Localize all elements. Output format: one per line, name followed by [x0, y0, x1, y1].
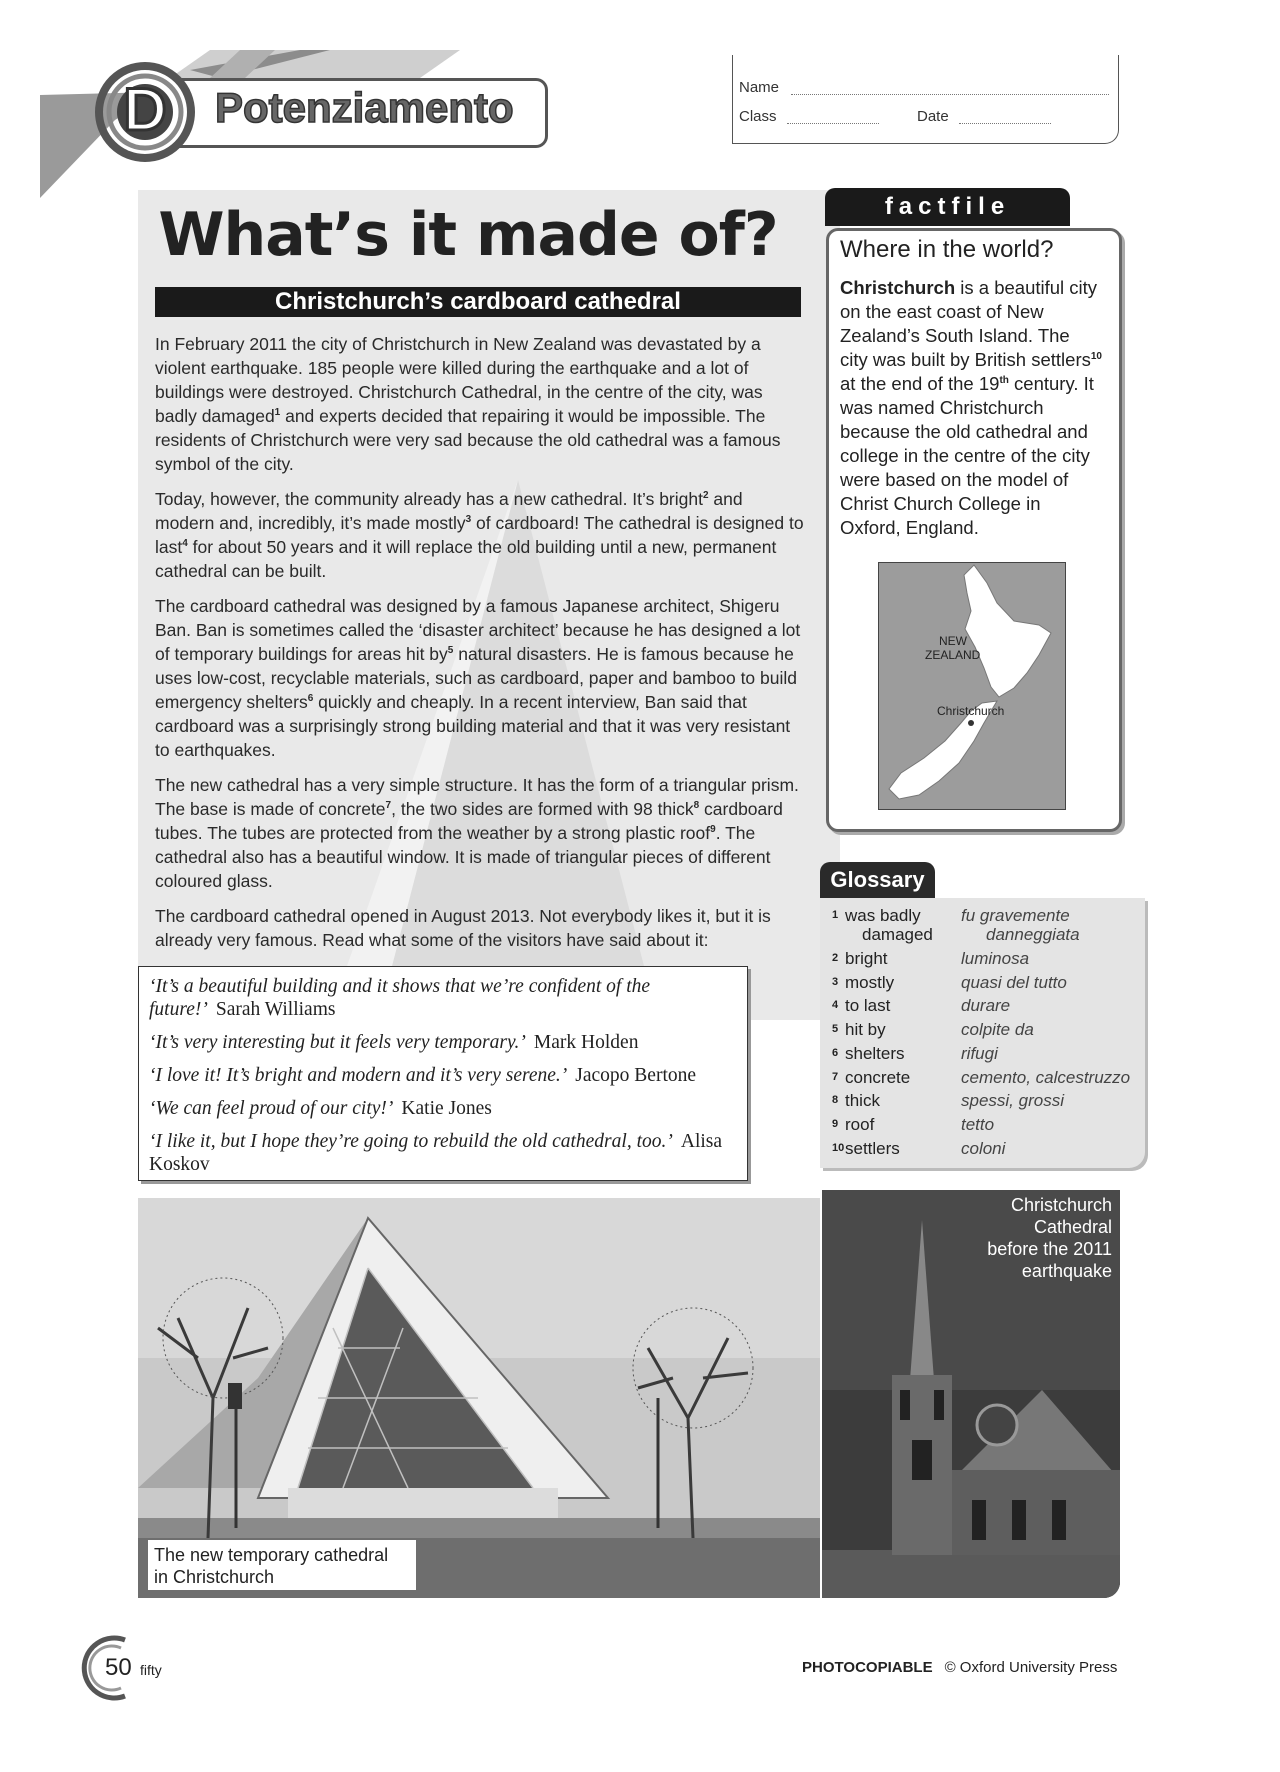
glossary-term: bright [845, 949, 888, 968]
footnote-ref: 3 [465, 514, 472, 526]
factfile-lead: Christchurch [840, 277, 956, 298]
glossary-translation: danneggiata [986, 925, 1080, 944]
glossary-translation: spessi, grossi [961, 1091, 1064, 1111]
date-label: Date [917, 108, 949, 125]
factfile-text [840, 276, 1102, 540]
glossary-tab: Glossary [820, 862, 935, 898]
section-letter: D [123, 76, 167, 143]
paragraph-text: The new cathedral has a very simple structure. It has the form of a triangular prism. The base is made of concrete [155, 775, 799, 819]
footnote-ref: 7 [385, 800, 392, 812]
glossary-term: to last [845, 996, 891, 1016]
footnote-ref: 10 [1090, 350, 1102, 362]
glossary-term: roof [845, 1114, 875, 1134]
footnote-ref: 5 [447, 645, 454, 657]
visitor-quote [149, 1064, 737, 1087]
caption-new-cathedral [148, 1540, 416, 1590]
class-label: Class [739, 108, 777, 125]
paragraph-text: Today, however, the community already has a new cathedral. It’s bright [155, 489, 703, 509]
glossary-term: mostly [845, 972, 895, 992]
new-zealand-map [878, 562, 1066, 810]
caption-old-cathedral [930, 1194, 1112, 1282]
paragraph-text: , the two sides are formed with 98 thick [391, 799, 694, 819]
article-paragraph [155, 487, 805, 583]
footnote-ref: 4 [182, 538, 188, 550]
glossary-number: 4 [832, 999, 839, 1012]
glossary-term: thick [845, 1091, 880, 1111]
glossary-number: 6 [832, 1046, 839, 1059]
footnote-ref: 1 [274, 407, 281, 419]
glossary-box [820, 898, 1145, 1168]
student-info-box [732, 55, 1119, 144]
glossary-translation: colpite da [961, 1020, 1034, 1040]
quote-author: Jacopo Bertone [575, 1065, 697, 1086]
page-number: 50 [105, 1654, 132, 1681]
name-label: Name [739, 79, 780, 96]
date-field[interactable] [959, 122, 1051, 124]
paragraph-text: for about 50 years and it will replace the old building until a new, permanent cathedral can be built. [155, 537, 777, 581]
copyright: © Oxford University Press [944, 1659, 1118, 1676]
glossary-term: settlers [845, 1138, 900, 1158]
article-subtitle: Christchurch’s cardboard cathedral [155, 287, 801, 317]
caption-line: Christchurch [1010, 1195, 1112, 1215]
glossary-number: 9 [832, 1117, 839, 1130]
glossary-term: was badly [845, 906, 921, 925]
quote-text: ‘It’s very interesting but it feels very temporary.’ [149, 1032, 526, 1053]
glossary-term: damaged [862, 925, 933, 944]
map-label-city: Christchurch [937, 704, 1005, 718]
paragraph-text: cardboard tubes. The tubes are protected from the weather by a strong plastic roof [155, 799, 783, 843]
glossary-term: concrete [845, 1067, 911, 1087]
footnote-ref: 9 [710, 824, 716, 836]
visitor-quote [149, 975, 737, 1021]
article-paragraph [155, 773, 805, 893]
paragraph-text: and modern and, incredibly, it’s made mostly [155, 489, 743, 533]
caption-line: The new temporary cathedral [154, 1545, 389, 1565]
visitor-quote [149, 1097, 737, 1120]
glossary-translation: cemento, calcestruzzo [961, 1067, 1131, 1087]
footnote-ref: 6 [307, 693, 314, 705]
glossary-number: 3 [832, 975, 839, 988]
quote-text: ‘It’s a beautiful building and it shows that we’re confident of the future!’ [149, 976, 651, 1020]
quote-text: ‘We can feel proud of our city!’ [149, 1098, 394, 1119]
visitor-quote [149, 1130, 737, 1176]
factfile-text-c: century. It was named Christchurch because the old cathedral and college in the centre of the city were based on the model of Christ Church College in Oxford, England. [840, 373, 1094, 538]
paragraph-text: The cardboard cathedral was designed by a famous Japanese architect, Shigeru Ban. Ban is sometimes called the ‘disaster architect’ because he has designed a lot of temporary buildings for areas hit by [155, 596, 801, 664]
glossary-translation: rifugi [961, 1043, 998, 1063]
article-paragraph [155, 594, 805, 762]
factfile-heading: Where in the world? [840, 236, 1054, 263]
caption-line: Cathedral [1033, 1217, 1112, 1237]
quote-text: ‘I love it! It’s bright and modern and it’s very serene.’ [149, 1065, 568, 1086]
paragraph-text: In February 2011 the city of Christchurch in New Zealand was devastated by a violent earthquake. 185 people were killed during the earthquake and a lot of buildings were destroyed. Christchurch Cathedral, in the centre of the city, was badly damaged [155, 334, 763, 426]
name-field[interactable] [791, 93, 1109, 95]
glossary-number: 8 [832, 1094, 839, 1107]
glossary-term: shelters [845, 1043, 905, 1063]
class-field[interactable] [787, 122, 879, 124]
glossary-translation: coloni [961, 1138, 1006, 1158]
paragraph-text: . The cathedral also has a beautiful window. It is made of triangular pieces of different coloured glass. [155, 823, 771, 891]
ordinal-suffix: th [999, 374, 1009, 386]
glossary-term: hit by [845, 1020, 886, 1040]
quote-author: Alisa Koskov [149, 1131, 723, 1175]
glossary-translation: quasi del tutto [961, 972, 1067, 992]
glossary-number: 5 [832, 1023, 839, 1036]
paragraph-text: of cardboard! The cathedral is designed to last [155, 513, 804, 557]
glossary-translation: tetto [961, 1114, 995, 1134]
factfile-tab: factfile [825, 188, 1070, 226]
glossary-number: 2 [832, 952, 839, 964]
quote-text: ‘I like it, but I hope they’re going to rebuild the old cathedral, too.’ [149, 1131, 673, 1152]
paragraph-text: The cardboard cathedral opened in August 2013. Not everybody likes it, but it is already very famous. Read what some of the visitors have said about it: [155, 906, 771, 950]
glossary-translation: fu gravemente [961, 906, 1070, 925]
paragraph-text: natural disasters. He is famous because he uses low-cost, recyclable materials, such as cardboard, paper and bamboo to build emergency shelters [155, 644, 798, 712]
map-label-country: NEW [939, 634, 967, 648]
section-title: Potenziamento [215, 84, 514, 131]
factfile-text-b: at the end of the 19 [840, 373, 1000, 394]
quote-author: Mark Holden [533, 1032, 639, 1053]
caption-line: in Christchurch [154, 1567, 275, 1587]
caption-line: before the 2011 [987, 1239, 1112, 1259]
glossary-number: 7 [832, 1070, 839, 1083]
article-paragraph [155, 332, 805, 476]
article-title: What’s it made of? [158, 200, 778, 270]
caption-line: earthquake [1021, 1261, 1112, 1281]
quote-author: Sarah Williams [215, 999, 336, 1020]
photocopiable-label: PHOTOCOPIABLE [802, 1659, 933, 1676]
footnote-ref: 8 [693, 800, 700, 812]
glossary-number: 1 [832, 909, 839, 921]
new-zealand-map-icon [879, 563, 1065, 809]
paragraph-text: and experts decided that repairing it would be impossible. The residents of Christchurch were very sad because the old cathedral was a famous symbol of the city. [155, 406, 781, 474]
visitor-quote [149, 1031, 737, 1054]
map-label-country: ZEALAND [925, 648, 981, 662]
factfile-text-a: is a beautiful city on the east coast of New Zealand’s South Island. The city was built by British settlers [840, 277, 1098, 370]
visitor-quotes-box [138, 966, 748, 1181]
glossary-translation: durare [961, 996, 1011, 1016]
glossary-translation: luminosa [961, 949, 1030, 968]
photo-new-cathedral [138, 1198, 820, 1598]
glossary-number: 10 [832, 1141, 845, 1154]
page-number-word: fifty [140, 1662, 162, 1678]
new-cathedral-illustration [138, 1198, 820, 1598]
footnote-ref: 2 [702, 490, 709, 502]
quote-author: Katie Jones [401, 1098, 492, 1119]
article-paragraph [155, 904, 805, 952]
footer-credits [802, 1659, 1117, 1676]
paragraph-text: quickly and cheaply. In a recent interview, Ban said that cardboard was a surprisingly strong building material and that it was very resistant to earthquakes. [155, 692, 791, 760]
article-body [155, 332, 805, 963]
